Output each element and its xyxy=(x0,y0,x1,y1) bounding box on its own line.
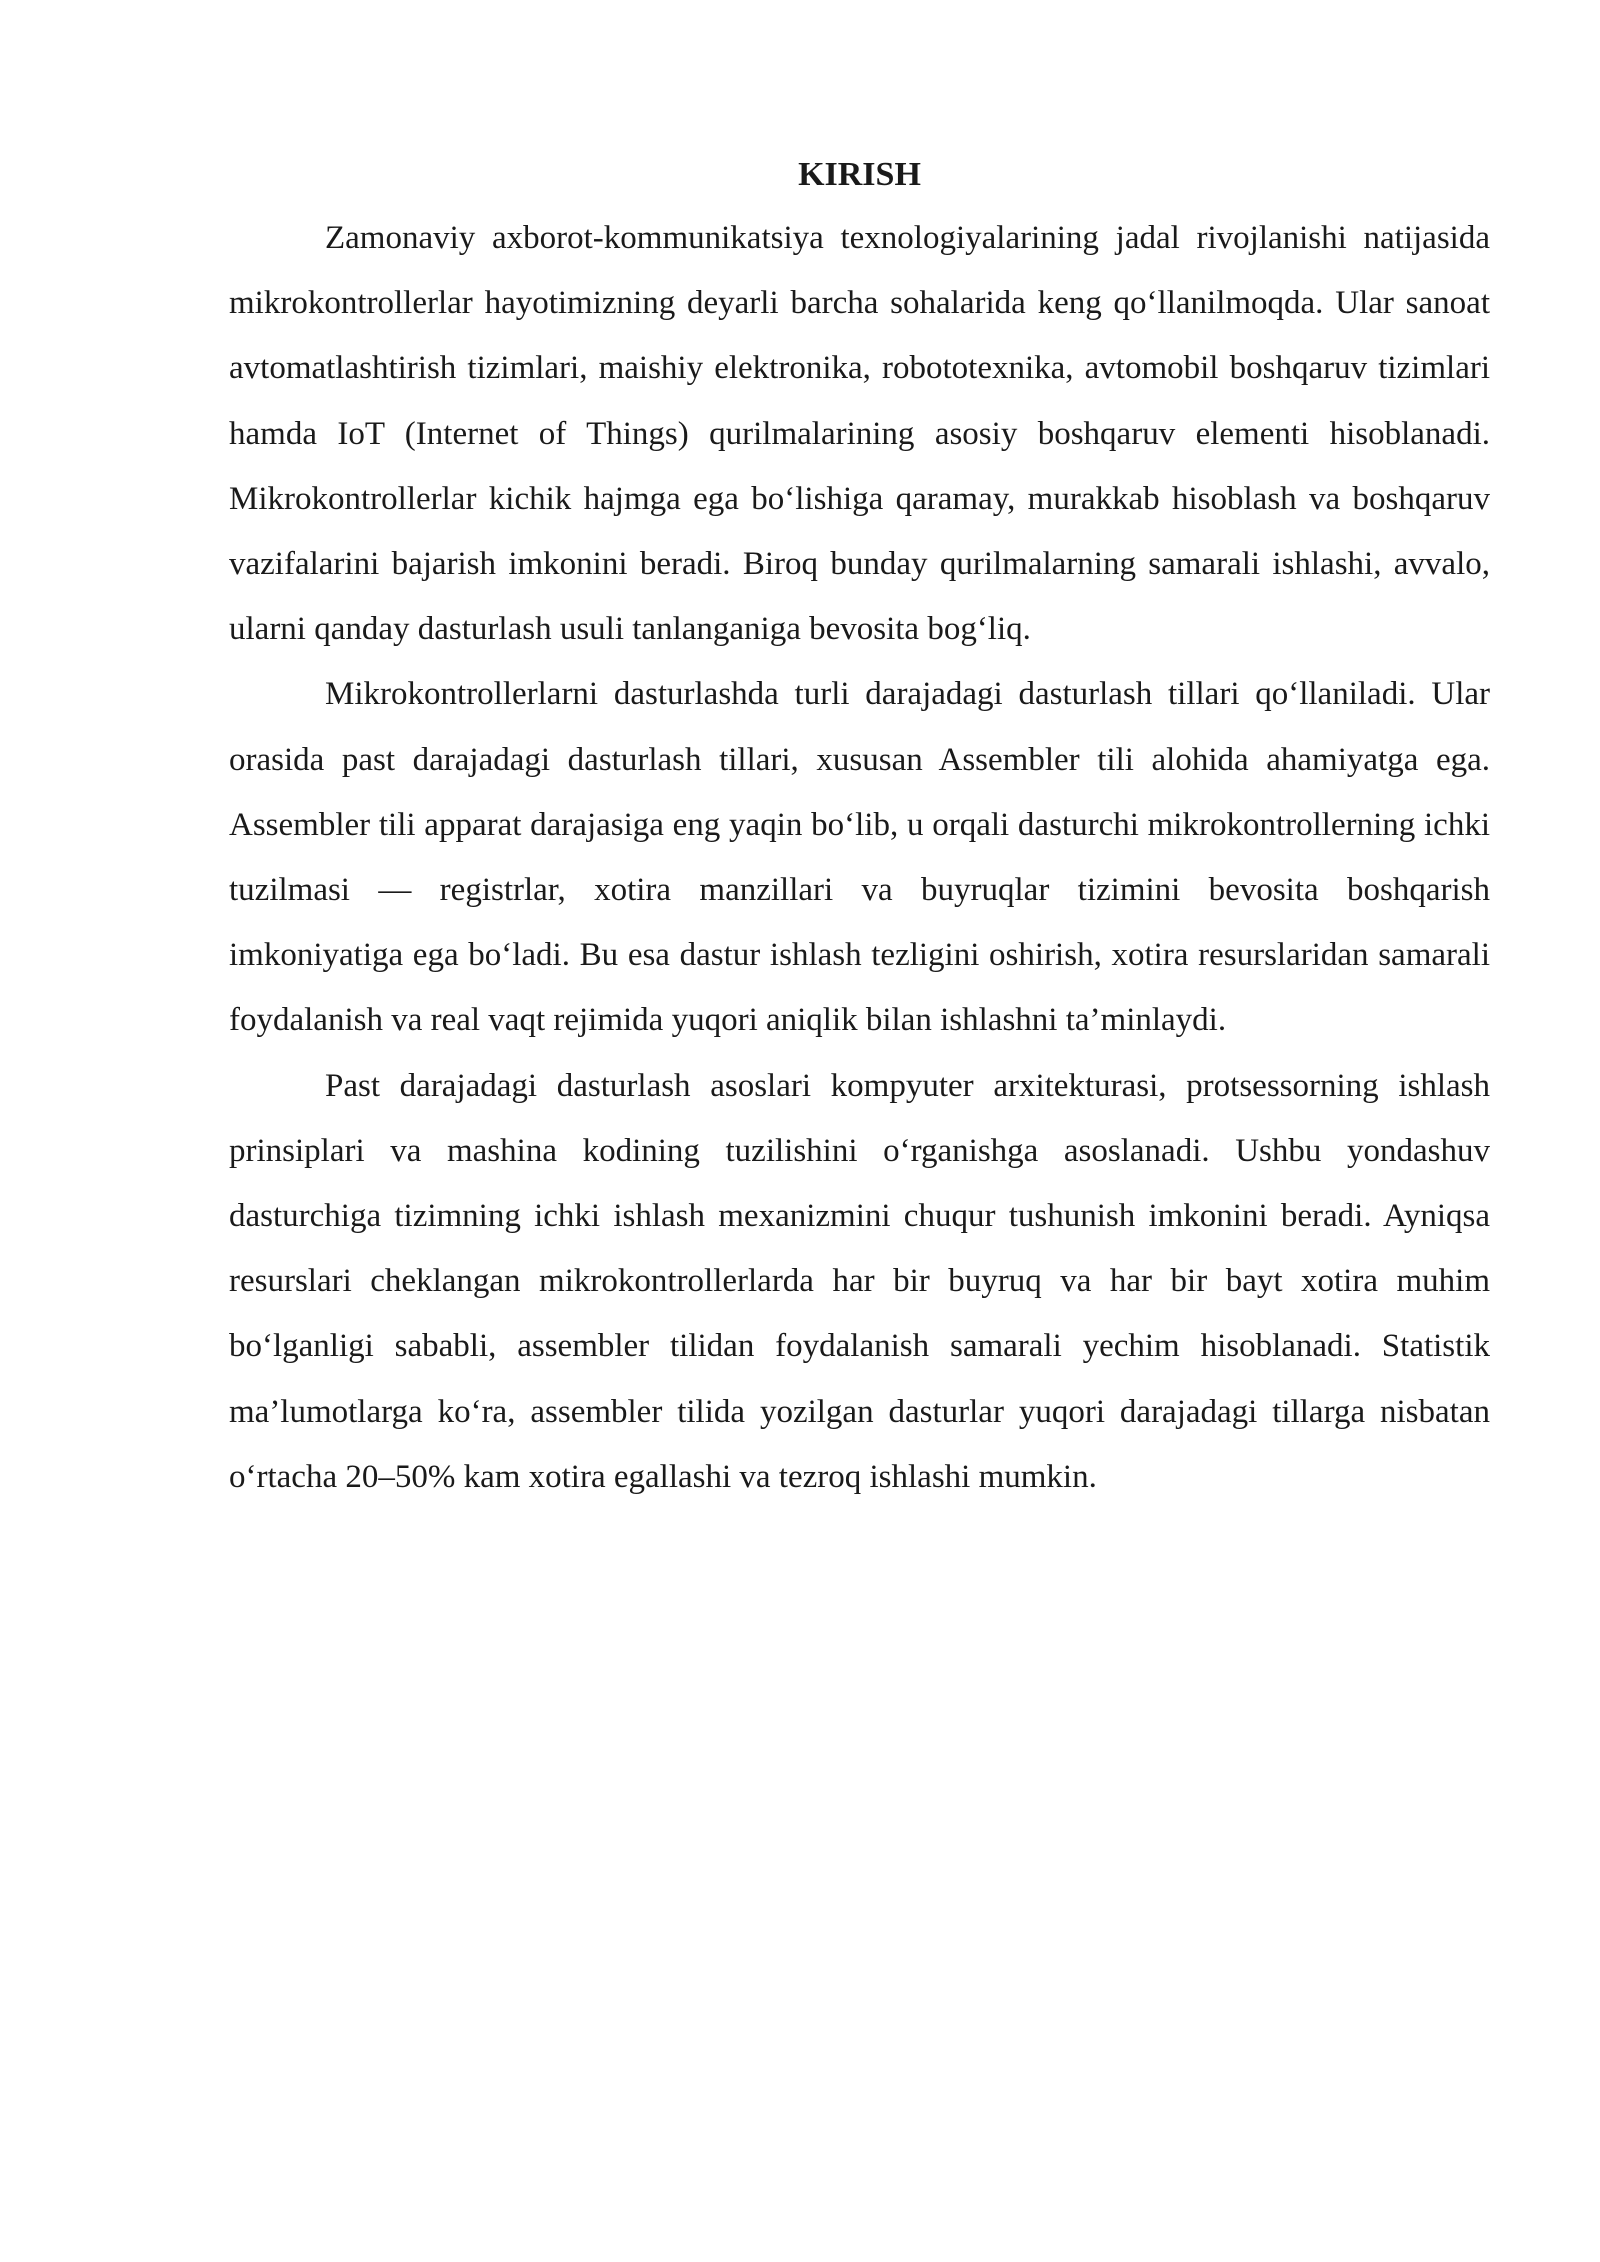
document-page xyxy=(229,148,1490,1510)
page-title: KIRISH xyxy=(798,156,921,193)
paragraph-1: Zamonaviy axborot-kommunikatsiya texnologiyalarining jadal rivojlanishi natijasida mikrokontrollerlar hayotimizning deyarli barcha sohalarida keng qo‘llanilmoqda. Ular sanoat avtomatlashtirish tizimlari, maishiy elektronika, robototexnika, avtomobil boshqaruv tizimlari hamda IoT (Internet of Things) qurilmalarining asosiy boshqaruv elementi hisoblanadi. Mikrokontrollerlar kichik hajmga ega bo‘lishiga qaramay, murakkab hisoblash va boshqaruv vazifalarini bajarish imkonini beradi. Biroq bunday qurilmalarning samarali ishlashi, avvalo, ularni qanday dasturlash usuli tanlanganiga bevosita bog‘liq. xyxy=(229,220,1490,648)
paragraph-2: Mikrokontrollerlarni dasturlashda turli darajadagi dasturlash tillari qo‘llaniladi. Ular orasida past darajadagi dasturlash tillari, xususan Assembler tili alohida ahamiyatga ega. Assembler tili apparat darajasiga eng yaqin bo‘lib, u orqali dasturchi mikrokontrollerning ichki tuzilmasi — registrlar, xotira manzillari va buyruqlar tizimini bevosita boshqarish imkoniyatiga ega bo‘ladi. Bu esa dastur ishlash tezligini oshirish, xotira resurslaridan samarali foydalanish va real vaqt rejimida yuqori aniqlik bilan ishlashni ta’minlaydi. xyxy=(229,676,1490,1039)
paragraph-3: Past darajadagi dasturlash asoslari kompyuter arxitekturasi, protsessorning ishlash prinsiplari va mashina kodining tuzilishini o‘rganishga asoslanadi. Ushbu yondashuv dasturchiga tizimning ichki ishlash mexanizmini chuqur tushunish imkonini beradi. Ayniqsa resurslari cheklangan mikrokontrollerlarda har bir buyruq va har bir bayt xotira muhim bo‘lganligi sababli, assembler tilidan foydalanish samarali yechim hisoblanadi. Statistik ma’lumotlarga ko‘ra, assembler tilida yozilgan dasturlar yuqori darajadagi tillarga nisbatan o‘rtacha 20–50% kam xotira egallashi va tezroq ishlashi mumkin. xyxy=(229,1067,1490,1495)
